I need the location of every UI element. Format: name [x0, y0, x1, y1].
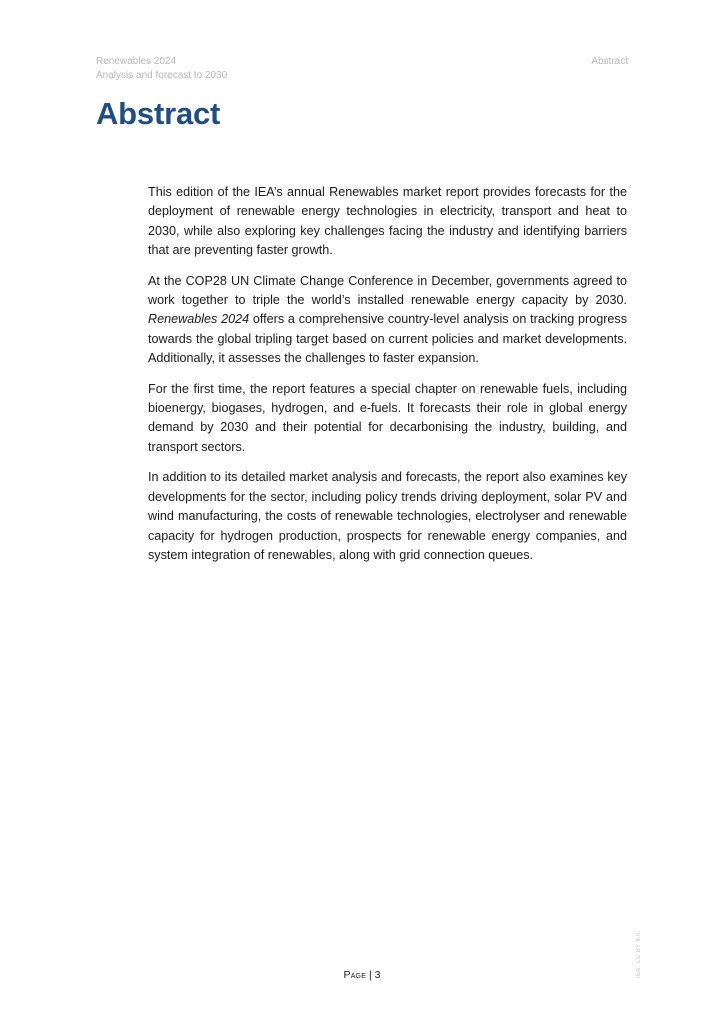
paragraph-3: For the first time, the report features a special chapter on renewable fuels, including bioenergy, biogases, hydrogen, and e-fuels. It forecasts their role in global energy demand by 2030 and their potential for decarbonising the industry, building, and transport sectors.: [148, 381, 627, 454]
paragraph-2: [148, 272, 627, 369]
paragraph-2-part-1: At the COP28 UN Climate Change Conference in December, governments agreed to work together to triple the world’s installed renewable energy capacity by 2030.: [148, 273, 627, 308]
paragraph-2-part-2: offers a comprehensive country-level analysis on tracking progress towards the global tripling target based on current policies and market developments. Additionally, it assesses the challenges to faster expansion.: [148, 312, 627, 366]
running-header-left: [96, 55, 227, 83]
running-header-section: Abstract: [591, 56, 628, 67]
abstract-body: [148, 183, 627, 576]
license-notice: IEA. CC BY 4.0.: [636, 930, 642, 978]
page-title: Abstract: [96, 96, 221, 131]
paragraph-1: This edition of the IEA’s annual Renewables market report provides forecasts for the deployment of renewable energy technologies in electricity, transport and heat to 2030, while also exploring key challenges facing the industry and identifying barriers that are preventing faster growth.: [148, 185, 627, 258]
page-footer: [0, 968, 724, 982]
page-number: 3: [374, 969, 381, 981]
report-name-italic: Renewables 2024: [148, 312, 250, 327]
paragraph-4: In addition to its detailed market analysis and forecasts, the report also examines key developments for the sector, including policy trends driving deployment, solar PV and wind manufacturing, the costs of renewable technologies, electrolyser and renewable capacity for hydrogen production, prospects for renewable energy companies, and system integration of renewables, along with grid connection queues.: [148, 470, 627, 562]
page-separator: |: [369, 969, 372, 981]
report-subtitle: Analysis and forecast to 2030: [96, 70, 228, 81]
page-label: Page: [343, 969, 367, 981]
report-title: Renewables 2024: [96, 56, 177, 67]
